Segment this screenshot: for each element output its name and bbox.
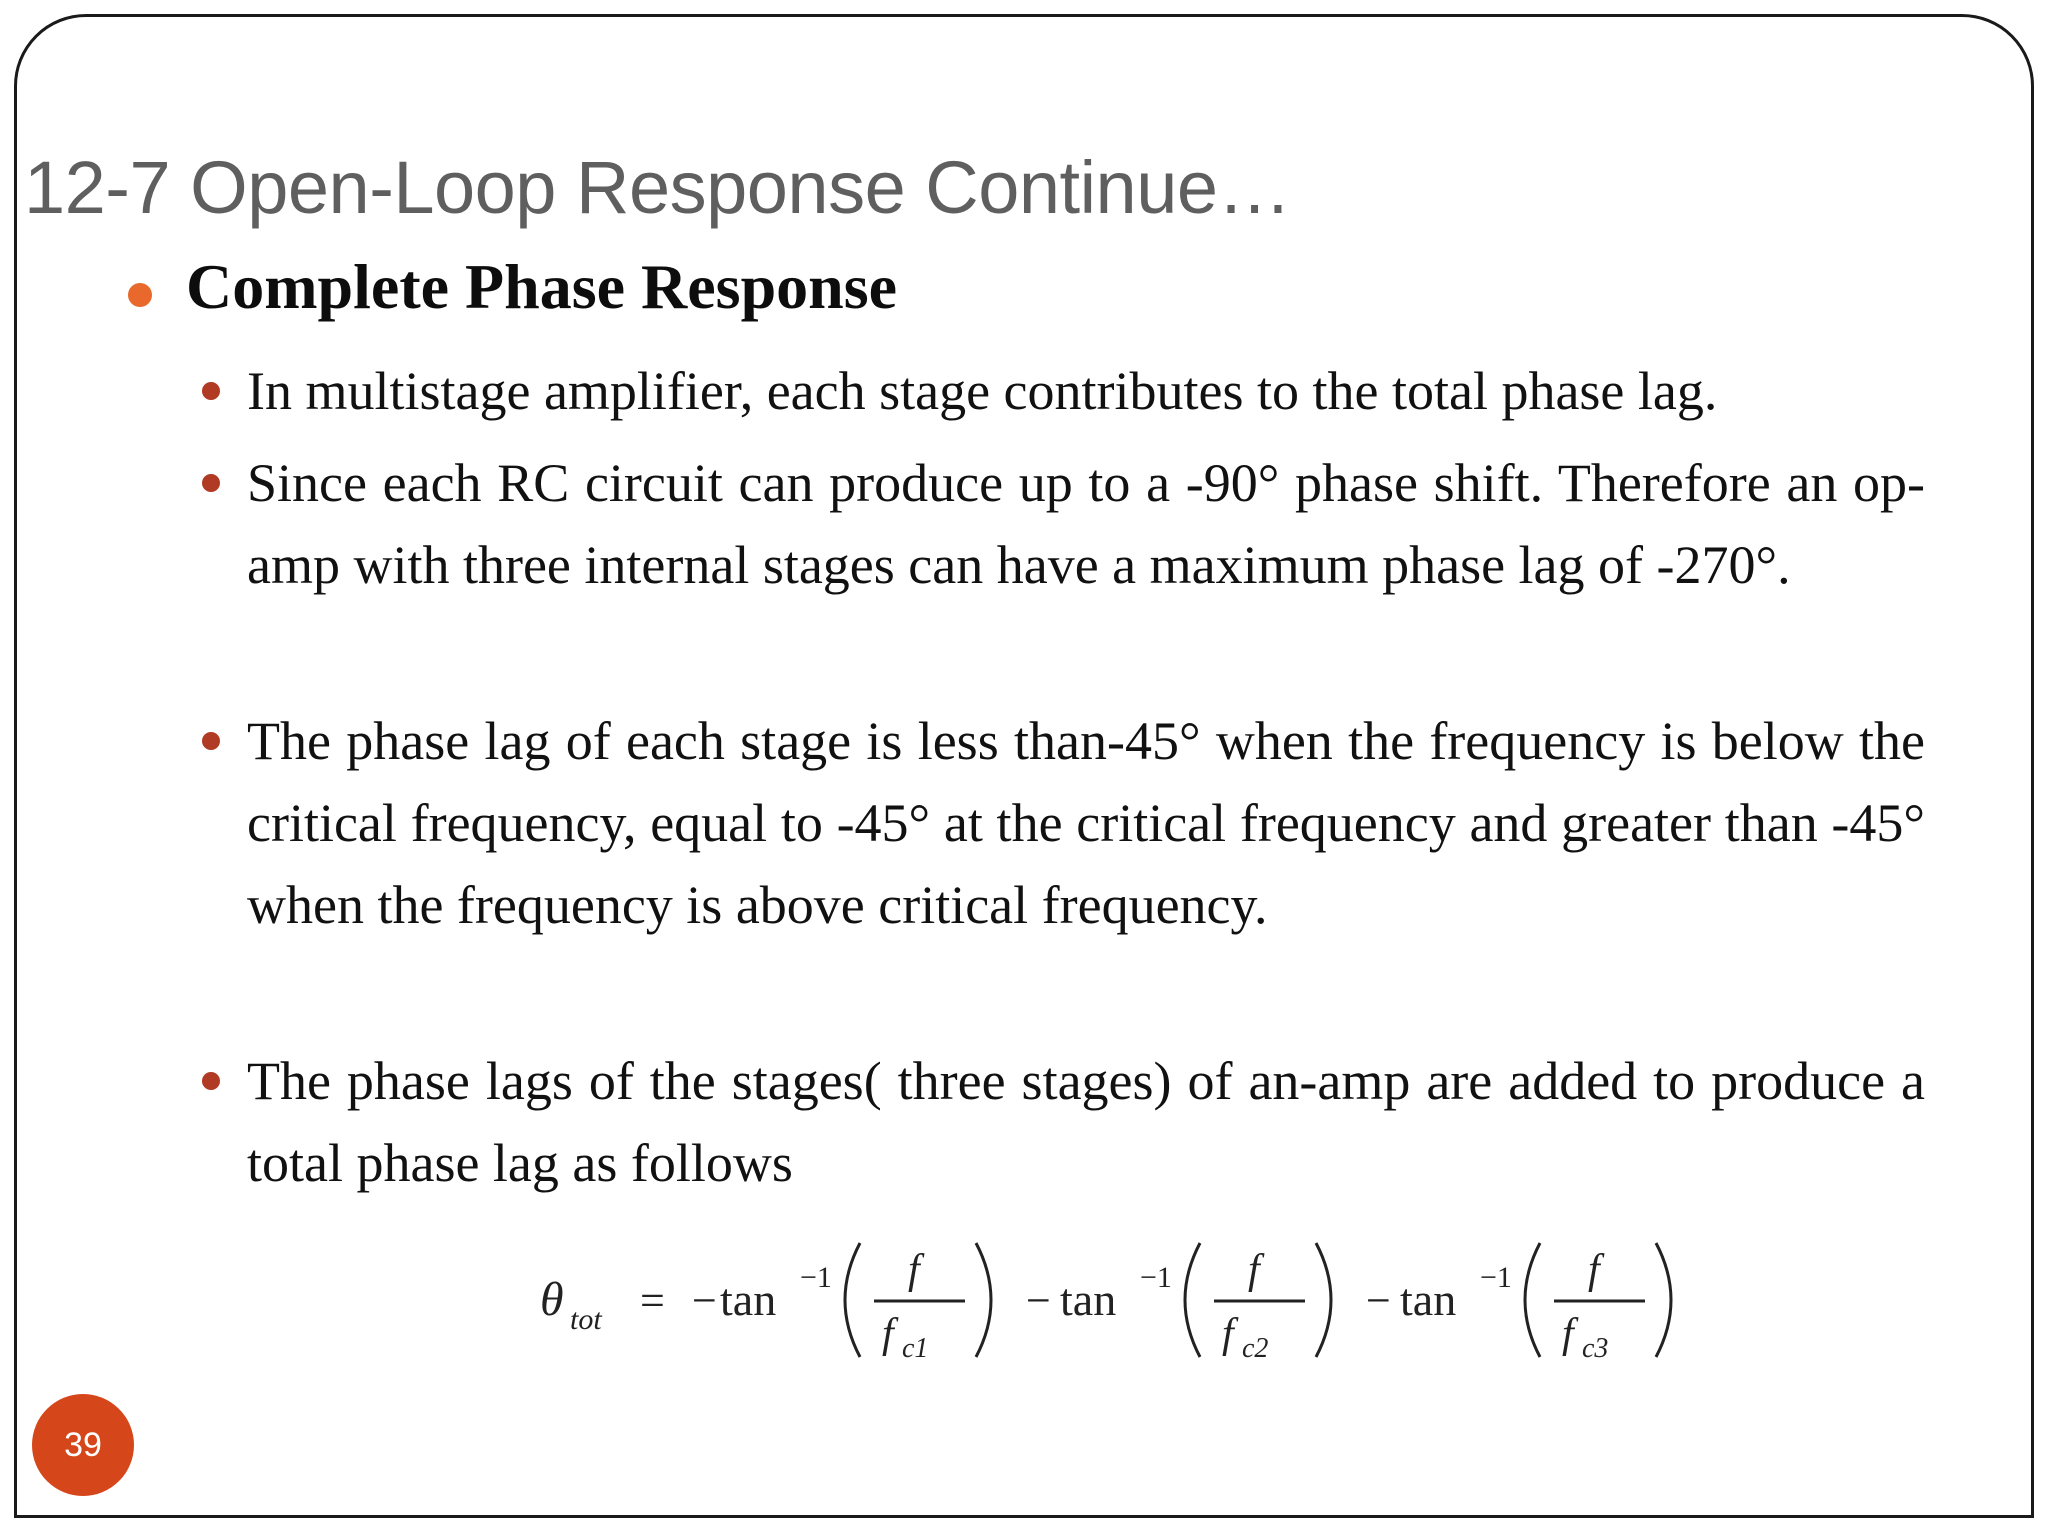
eq-lparen-3 (1525, 1243, 1540, 1357)
eq-equals: = (640, 1276, 665, 1325)
bullet-text-4: The phase lags of the stages( three stages) of an-amp are added to produce a total phase lag as follows (247, 1051, 1925, 1193)
eq-tan-2: tan (1060, 1274, 1117, 1325)
bullet-icon (202, 732, 220, 750)
eq-den-3: f (1562, 1311, 1574, 1357)
bullet-icon (202, 382, 220, 400)
bullet-text-2: Since each RC circuit can produce up to a -90° phase shift. Therefore an op-amp with three internal stages can have a maximum phase lag of -270°. (247, 453, 1925, 595)
bullet-text-3: The phase lag of each stage is less than-45° when the frequency is below the critical frequency, equal to -45° at the critical frequency and greater than -45° when the frequency is above critical frequency. (247, 711, 1925, 935)
eq-den-1: f (882, 1311, 894, 1357)
eq-pow-3: −1 (1480, 1261, 1512, 1294)
eq-lparen-2 (1185, 1243, 1200, 1357)
eq-rparen-3 (1656, 1243, 1671, 1357)
eq-den-sub-1: c1 (902, 1333, 929, 1364)
page-number-badge: 39 (32, 1394, 134, 1496)
eq-num-1: f (908, 1247, 920, 1293)
eq-rparen-1 (976, 1243, 991, 1357)
eq-den-2: f (1222, 1311, 1234, 1357)
eq-lparen-1 (845, 1243, 860, 1357)
eq-minus-2: − (1366, 1276, 1391, 1325)
eq-lead-minus: − (692, 1276, 717, 1325)
bullet-icon (202, 1072, 220, 1090)
eq-den-sub-2: c2 (1242, 1333, 1269, 1364)
eq-minus-1: − (1026, 1276, 1051, 1325)
eq-rparen-2 (1316, 1243, 1331, 1357)
section-heading-text: Complete Phase Response (186, 251, 898, 322)
heading-bullet-icon (128, 283, 152, 307)
eq-num-2: f (1248, 1247, 1260, 1293)
bullet-text-1: In multistage amplifier, each stage contributes to the total phase lag. (247, 361, 1718, 421)
eq-pow-1: −1 (800, 1261, 832, 1294)
bullet-icon (202, 474, 220, 492)
eq-tan-1: tan (720, 1274, 777, 1325)
phase-equation (540, 1225, 1690, 1375)
eq-tan-3: tan (1400, 1274, 1457, 1325)
eq-den-sub-3: c3 (1582, 1333, 1609, 1364)
eq-num-3: f (1588, 1247, 1600, 1293)
eq-theta-sub: tot (570, 1303, 602, 1336)
slide-title: 12-7 Open-Loop Response Continue… (24, 146, 1292, 229)
eq-theta: θ (540, 1273, 564, 1326)
eq-pow-2: −1 (1140, 1261, 1172, 1294)
